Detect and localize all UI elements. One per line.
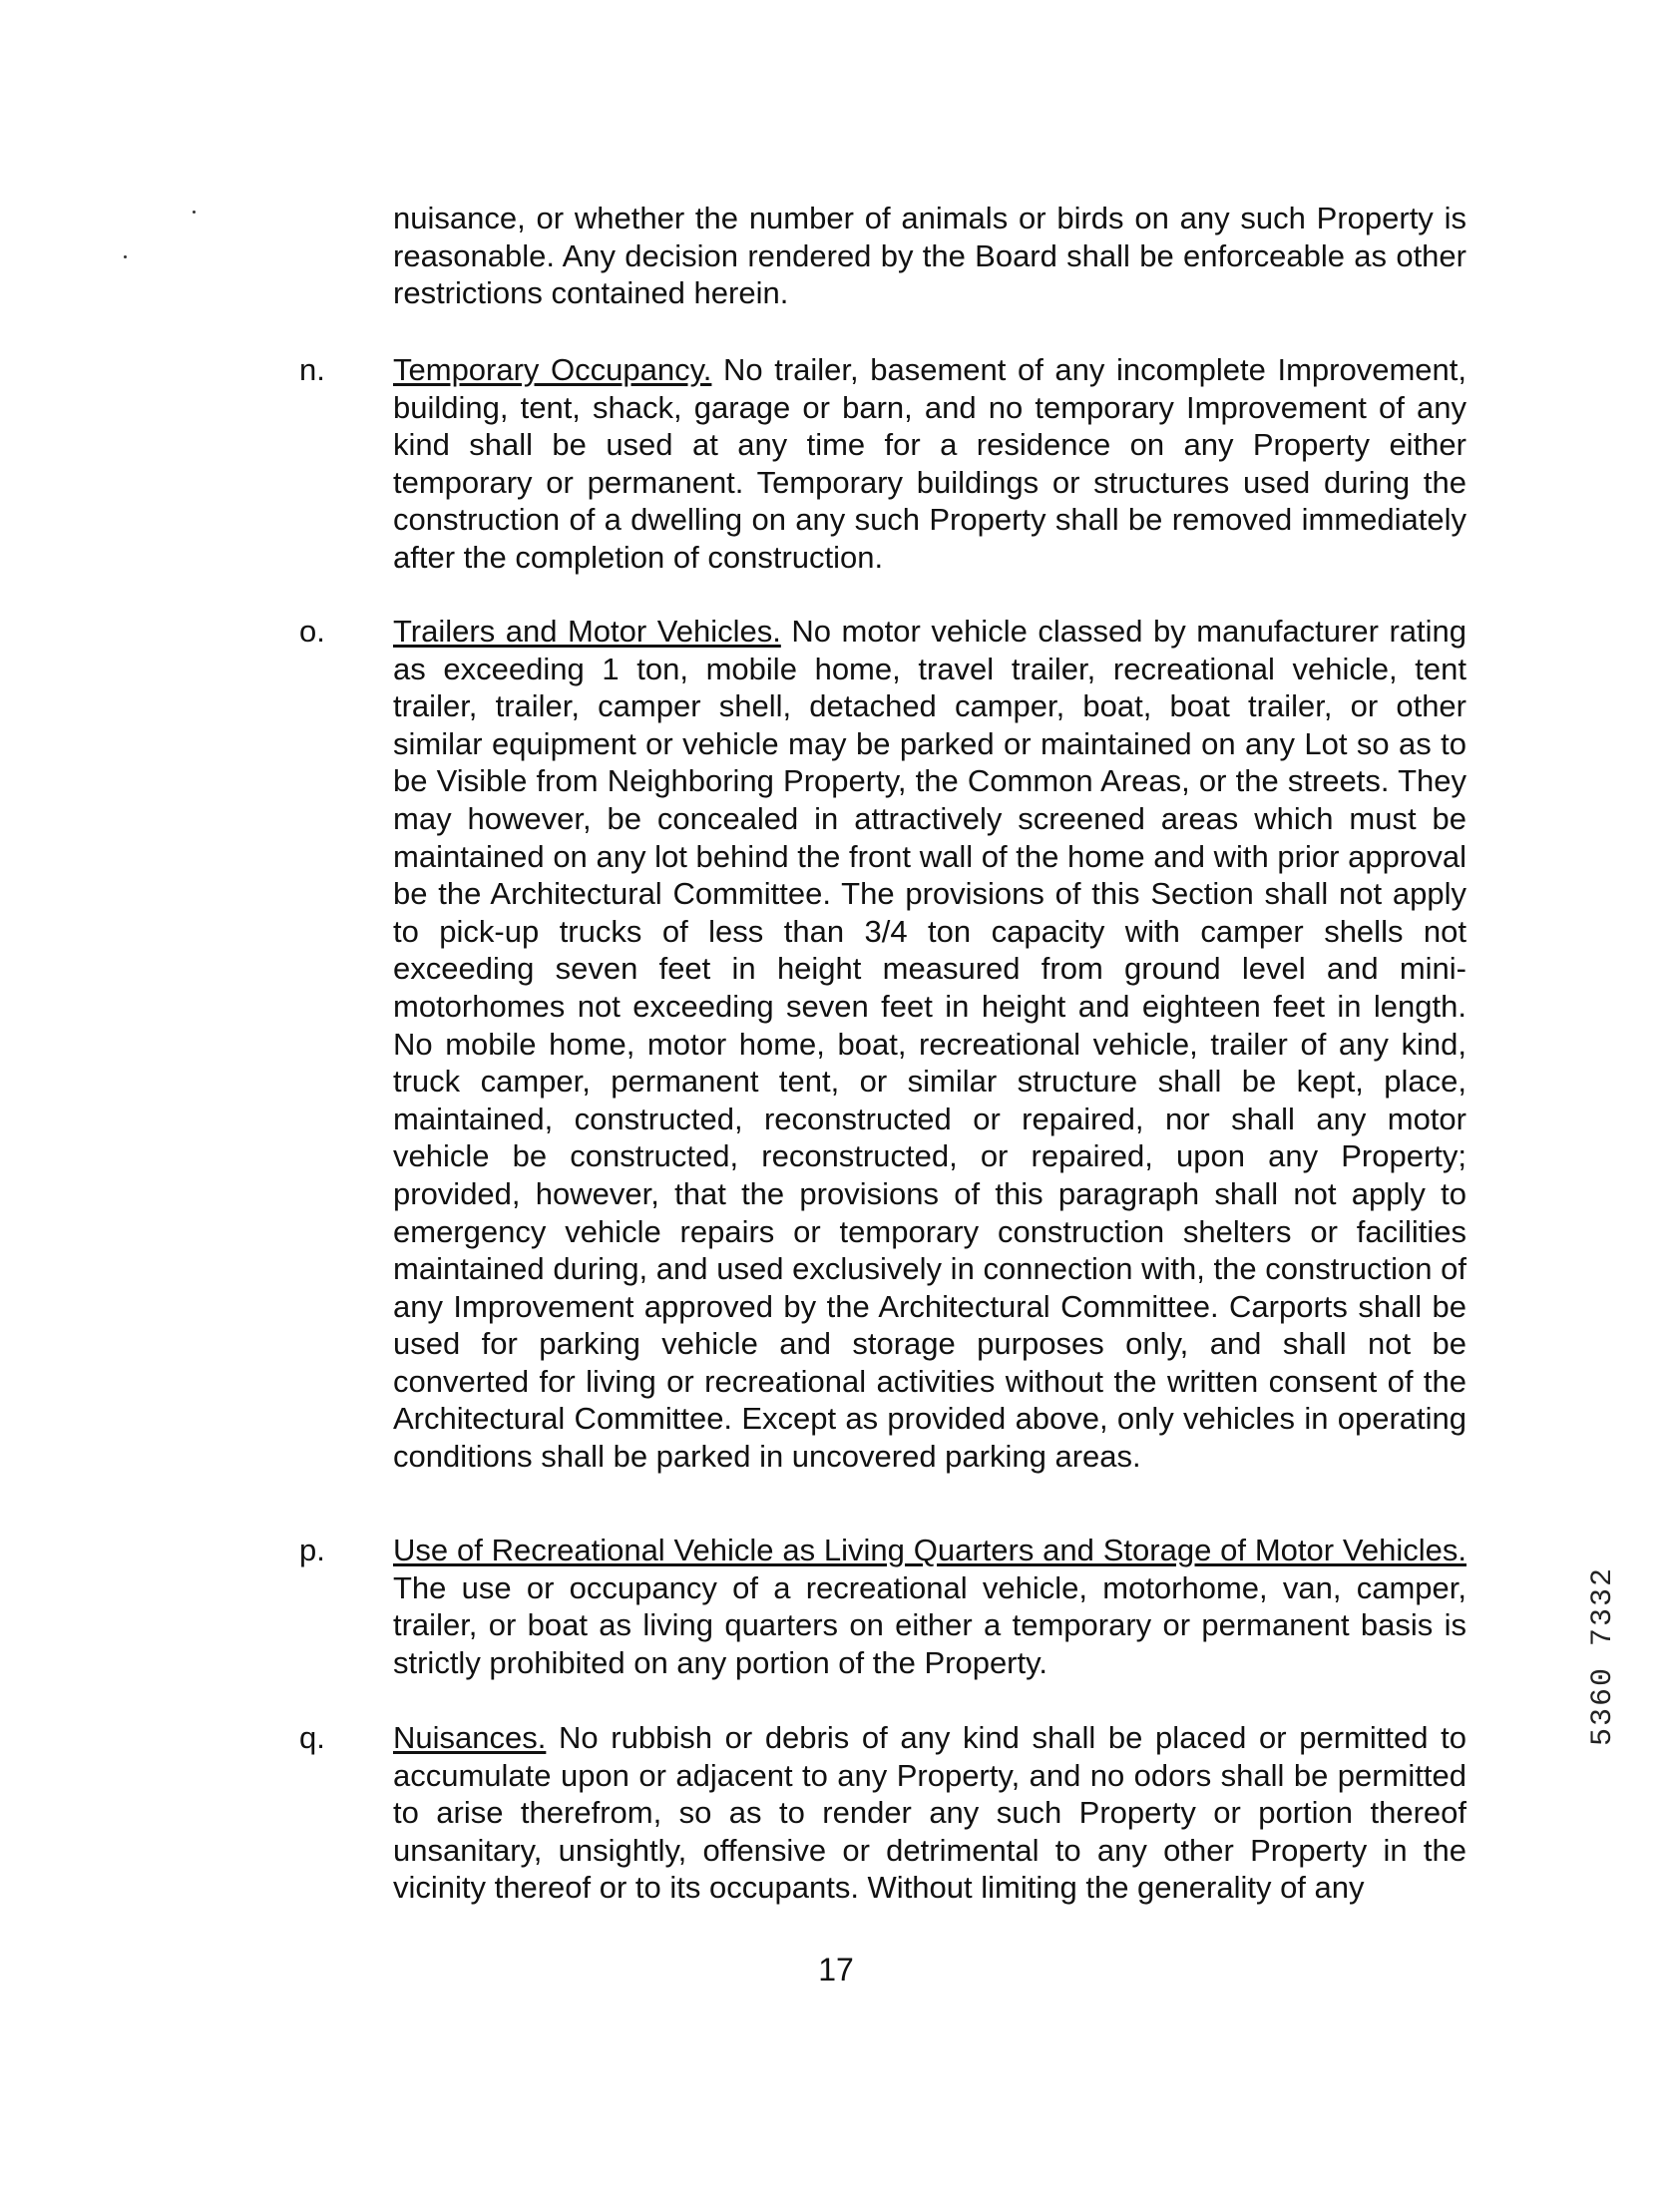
item-body-text: No trailer, basement of any incomplete Improvement, building, tent, shack, garage or barn, and no temporary Improvement of any kind shall be used at any time for a residence on any Property either temporary or permanent. Temporary buildings or structures used during the construction of a dwelling on any such Property shall be removed immediately after the completion of construction. bbox=[393, 352, 1466, 575]
item-letter: n. bbox=[299, 352, 325, 387]
item-heading: Temporary Occupancy. bbox=[393, 352, 712, 387]
item-heading: Trailers and Motor Vehicles. bbox=[393, 614, 781, 649]
item-heading: Use of Recreational Vehicle as Living Quarters and Storage of Motor Vehicles. bbox=[393, 1533, 1466, 1567]
scan-speck bbox=[193, 211, 196, 214]
scan-speck bbox=[124, 255, 127, 258]
continuation-paragraph bbox=[393, 200, 1466, 312]
recording-stamp-text: 5360 7332 bbox=[1586, 1565, 1620, 1746]
item-heading: Nuisances. bbox=[393, 1720, 547, 1755]
item-paragraph bbox=[393, 613, 1466, 1476]
item-letter: o. bbox=[299, 614, 325, 649]
item-paragraph bbox=[393, 351, 1466, 577]
item-body-text: No motor vehicle classed by manufacturer rating as exceeding 1 ton, mobile home, travel trailer, recreational vehicle, tent trailer, trailer, camper shell, detached camper, boat, boat trailer, or other similar equipment or vehicle may be parked or maintained on any Lot so as to be Visible from Neighboring Property, the Common Areas, or the streets. They may however, be concealed in attractively screened areas which must be maintained on any lot behind the front wall of the home and with prior approval be the Architectural Committee. The provisions of this Section shall not apply to pick-up trucks of less than 3/4 ton capacity with camper shells not exceeding seven feet in height measured from ground level and mini-motorhomes not exceeding seven feet in height and eighteen feet in length. No mobile home, motor home, boat, recreational vehicle, trailer of any kind, truck camper, permanent tent, or similar structure shall be kept, place, maintained, constructed, reconstructed or repaired, nor shall any motor vehicle be constructed, reconstructed, or repaired, upon any Property; provided, however, that the provisions of this paragraph shall not apply to emergency vehicle repairs or temporary construction shelters or facilities maintained during, and used exclusively in connection with, the construction of any Improvement approved by the Architectural Committee. Carports shall be used for parking vehicle and storage purposes only, and shall not be converted for living or recreational activities without the written consent of the Architectural Committee. Except as provided above, only vehicles in operating conditions shall be parked in uncovered parking areas. bbox=[393, 614, 1466, 1475]
page-number: 17 bbox=[818, 1952, 854, 1988]
recording-stamp bbox=[1586, 1556, 1634, 1956]
item-letter: p. bbox=[299, 1533, 325, 1567]
item-body-text: No rubbish or debris of any kind shall be placed or permitted to accumulate upon or adjacent to any Property, and no odors shall be permitted to arise therefrom, so as to render any such Property or portion thereof unsanitary, unsightly, offensive or detrimental to any other Property in the vicinity thereof or to its occupants. Without limiting the generality of any bbox=[393, 1720, 1466, 1906]
item-body-text: The use or occupancy of a recreational vehicle, motorhome, van, camper, trailer, or boat as living quarters on either a temporary or permanent basis is strictly prohibited on any portion of the Property. bbox=[393, 1569, 1466, 1680]
item-paragraph bbox=[393, 1719, 1466, 1907]
continuation-text: nuisance, or whether the number of animals or birds on any such Property is reasonable. Any decision rendered by the Board shall be enforceable as other restrictions contained herein. bbox=[393, 201, 1466, 311]
item-paragraph bbox=[393, 1532, 1466, 1681]
item-letter: q. bbox=[299, 1720, 325, 1755]
